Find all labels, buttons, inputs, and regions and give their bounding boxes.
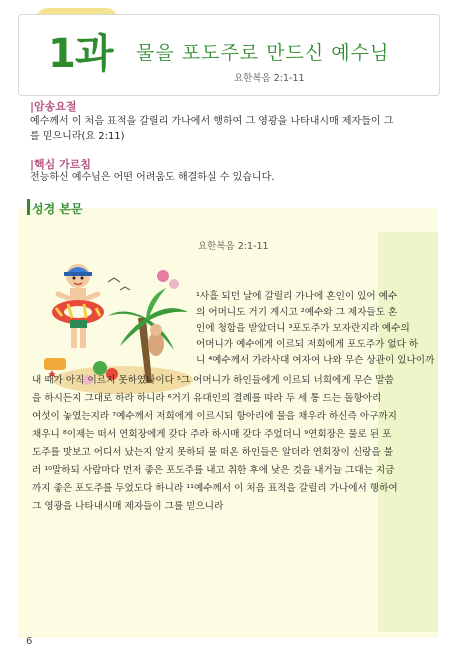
core-teaching-heading: |핵심 가르침 (30, 158, 91, 171)
scripture-line: 러 ¹⁰말하되 사람마다 먼저 좋은 포도주를 내고 취한 후에 낮은 것을 내거늘 그대는 지금 (32, 465, 395, 476)
scripture-line: 여섯이 놓였는지라 ⁷예수께서 저희에게 이르시되 항아리에 물을 채우라 하신즉 아구까지 (32, 411, 397, 422)
scripture-reference: 요한복음 2:1-11 (198, 241, 269, 252)
scripture-line: 까지 좋은 포도주를 두었도다 하니라 ¹¹예수께서 이 처음 표적을 갈릴리 가나에서 행하여 (32, 483, 398, 494)
memory-verse-line: 예수께서 이 처음 표적을 갈릴리 가나에서 행하여 그 영광을 나타내시매 제자들이 그 (30, 116, 394, 127)
memory-verse-line: 를 믿으니라(요 2:11) (30, 131, 125, 142)
lesson-title: 물을 포도주로 만드신 예수님 (136, 42, 390, 64)
scripture-line: 어머니가 예수에게 이르되 저희에게 포도주가 없다 하 (196, 339, 419, 350)
scripture-line: 내 때가 아직 이르지 못하였나이다 ⁵그 어머니가 하인들에게 이르되 너희에게 무슨 말씀 (32, 375, 394, 386)
memory-verse-text (30, 114, 435, 144)
core-teaching-text: 전능하신 예수님은 어떤 어려움도 해결하실 수 있습니다. (30, 172, 275, 183)
page-number: 6 (26, 636, 33, 647)
memory-verse-heading: |암송요절 (30, 100, 77, 113)
scripture-line: ¹사흘 되던 날에 갈릴리 가나에 혼인이 있어 예수 (196, 291, 398, 302)
scripture-section-label: 성경 본문 (32, 202, 83, 216)
scripture-line: 인에 청함을 받았더니 ³포도주가 모자란지라 예수의 (196, 323, 410, 334)
scripture-line: 도주를 맛보고 어디서 났는지 알지 못하되 물 떠온 하인들은 알더라 연회장이 신랑을 불 (32, 447, 393, 458)
scripture-line: 그 영광을 나타내시매 제자들이 그를 믿으니라 (32, 501, 224, 512)
section-tab-marker (27, 199, 30, 215)
scripture-line: 니 ⁴예수께서 가라사대 여자여 나와 무슨 상관이 있나이까 (196, 355, 435, 366)
lesson-number: 1과 (48, 31, 113, 77)
scripture-line: 채우니 ⁸이제는 떠서 연회장에게 갖다 주라 하시매 갖다 주었더니 ⁹연회장은 물로 된 포 (32, 429, 392, 440)
scripture-line: 을 하시든지 그대로 하라 하니라 ⁶거기 유대인의 결례를 따라 두 세 통 드는 돌항아리 (32, 393, 382, 404)
scripture-line: 의 어머니도 거기 계시고 ²예수와 그 제자들도 혼 (196, 307, 398, 318)
lesson-reference: 요한복음 2:1-11 (234, 73, 305, 84)
